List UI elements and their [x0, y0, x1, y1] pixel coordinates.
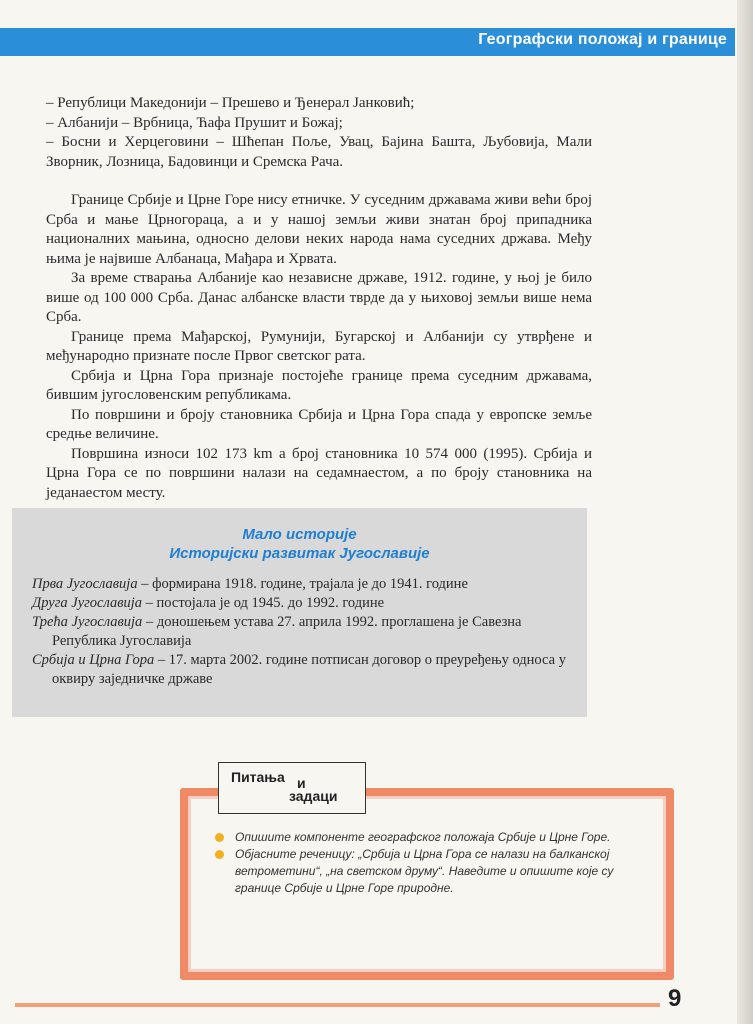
history-item: [32, 651, 572, 689]
paragraph: Границе Србије и Црне Горе нису етничке. У суседним државама живи већи број Срба и мање Црногораца, а и у нашој земљи живи знатан број припадника националних мањина, односно делови неких народа нама суседних држава. Међу њима је највише Албанаца, Мађара и Хрвата.: [46, 192, 592, 267]
history-term: Друга Југославија: [32, 595, 143, 611]
questions-tab: [218, 762, 366, 814]
history-item: [32, 594, 572, 613]
history-term: Трећа Југославија: [32, 614, 143, 630]
paragraph: За време стварања Албаније као независне државе, 1912. године, у њој је било више од 100 000 Срба. Данас албанске власти тврде да у њиховој земљи више нема Срба.: [46, 270, 592, 325]
history-text: – 17. марта 2002. године потписан договор о преуређењу односа у оквиру заједничке државе: [52, 652, 566, 687]
question-text: Опишите компоненте географског положаја Србије и Црне Горе.: [235, 830, 611, 844]
paragraph: Површина износи 102 173 km а број становника 10 574 000 (1995). Србија и Црна Гора се по површини налази на седамнаестом, а по броју становника на једанаестом месту.: [46, 445, 592, 501]
paragraph: Границе према Мађарској, Румунији, Бугарској и Албанији су утврђене и међународно признате после Првог светског рата.: [46, 328, 592, 364]
chapter-title: Географски положај и границе: [478, 31, 727, 48]
main-text: [46, 94, 592, 503]
history-item: [32, 575, 572, 594]
footer-line: [15, 1003, 660, 1007]
history-subheading: Историјски развитак Југославије: [169, 545, 430, 562]
paragraph: – Републици Македонији – Прешево и Ђенерал Јанковић;: [46, 95, 415, 111]
history-item: [32, 613, 572, 651]
history-text: – постојала је од 1945. до 1992. године: [142, 595, 385, 611]
page-number: 9: [668, 985, 682, 1012]
question-item: [215, 829, 643, 846]
questions-tab-label: Питања: [231, 769, 285, 785]
bullet-icon: [215, 850, 224, 859]
history-heading: Мало историје: [242, 526, 357, 543]
history-text: – доношењем устава 27. априла 1992. проглашена је Савезна Република Југославија: [52, 614, 522, 649]
questions-list: [215, 829, 643, 897]
history-list: [32, 575, 572, 689]
bullet-icon: [215, 833, 224, 842]
chapter-header: [0, 28, 735, 56]
page-edge: [737, 0, 753, 1024]
history-text: – формирана 1918. године, трајала је до 1941. године: [137, 576, 468, 592]
history-term: Прва Југославија: [32, 576, 138, 592]
questions-tab-and: и: [297, 775, 306, 791]
history-term: Србија и Црна Гора: [32, 652, 155, 668]
paragraph: – Босни и Херцеговини – Шћепан Поље, Увац, Бајина Башта, Љубовија, Мали Зворник, Лозница, Бадовинци и Сремска Рача.: [46, 134, 592, 170]
question-item: [215, 846, 643, 897]
history-box: [12, 508, 587, 717]
questions-tab-label-2: задаци: [289, 788, 338, 804]
paragraph: По површини и броју становника Србија и Црна Гора спада у европске земље средње величине.: [46, 406, 592, 442]
question-text: Објасните реченицу: „Србија и Црна Гора се налази на балканској ветрометини“, „на светском друму“. Наведите и опишите које су границе Србије и Црне Горе природне.: [235, 847, 614, 895]
paragraph: Србија и Црна Гора признаје постојеће границе према суседним државама, бившим југословенским републикама.: [46, 367, 592, 403]
paragraph: – Албанији – Врбница, Ћафа Прушит и Божај;: [46, 114, 343, 131]
